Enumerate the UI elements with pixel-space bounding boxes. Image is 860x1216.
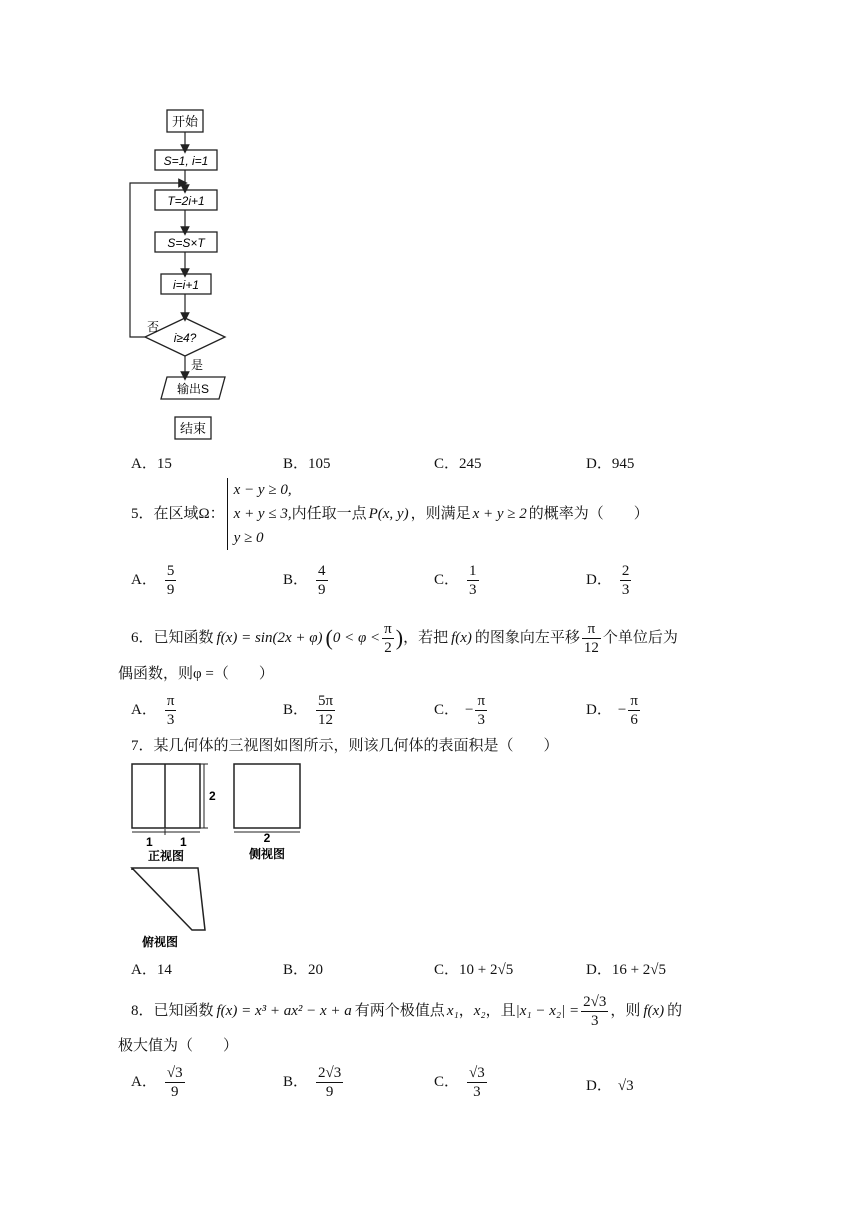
q4-option-d[interactable]: D．945 [586, 456, 635, 472]
q5-stem [131, 476, 649, 552]
q6-fx: f(x) [451, 630, 472, 646]
dim-width-1: 1 [146, 835, 153, 849]
q5-mid: 内任取一点 [291, 506, 367, 522]
q8-stem: 8．已知函数 f(x) = x³ + ax² − x + a 有两个极值点 x₁ ， x₂ ，且 |x₁ − x₂| = $\frac{2√3}{3}$ ，则 f(x) 的 [131, 993, 683, 1029]
q5-sys-2: x + y ≤ 3, [233, 506, 292, 522]
q8-x1: x₁ [446, 1003, 459, 1019]
q8-line2: 极大值为（ ） [118, 1038, 239, 1054]
q6-option-a[interactable]: A． $\frac{\pi}{3}$ [131, 693, 175, 728]
q6-range: 0 < φ < [332, 630, 381, 646]
dim-height: 2 [209, 789, 216, 803]
side-view-label: 侧视图 [248, 847, 286, 861]
flow-start: 开始 [171, 114, 199, 129]
q5-tail2: 的概率为（ ） [528, 506, 649, 522]
q8-p3: ，且 [485, 1003, 516, 1019]
q8-p4: ，则 [610, 1003, 641, 1019]
q6-func: f(x) = sin(2x + φ) [216, 630, 323, 646]
q5-prefix: 5．在区域Ω： [131, 506, 225, 522]
q7-option-a[interactable]: A．14 [131, 962, 172, 978]
q5-sys-3: y ≥ 0 [233, 530, 264, 546]
top-view-label: 俯视图 [141, 935, 179, 949]
flow-t: T=2i+1 [167, 194, 205, 208]
q6-stem: 6．已知函数 f(x) = sin(2x + φ) ( 0 < φ < $\frac{\pi}{2}$ ) ，若把 f(x) 的图象向左平移 $\frac{\pi}{12}$ 个单位后为 [131, 620, 678, 656]
q8-x2: x₂ [473, 1003, 486, 1019]
q8-option-a[interactable]: A． $\frac{√3}{9}$ [131, 1065, 183, 1100]
flow-no: 否 [147, 320, 160, 334]
q7-option-d[interactable]: D．16 + 2√5 [586, 962, 667, 978]
top-view-shape [132, 868, 205, 930]
flow-s: S=S×T [167, 236, 205, 250]
q8-p5: 的 [667, 1003, 683, 1019]
q6-line2: 偶函数，则φ =（ ） [118, 666, 274, 682]
q7-stem: 7．某几何体的三视图如图所示，则该几何体的表面积是（ ） [131, 738, 559, 754]
dim-width-2: 1 [180, 835, 187, 849]
q4-option-c[interactable]: C．245 [434, 456, 482, 472]
q6-p1: 6．已知函数 [131, 630, 214, 646]
flow-inc: i=i+1 [172, 278, 200, 292]
q5-option-a[interactable]: A． $\frac{5}{9}$ [131, 563, 175, 598]
q6-option-c[interactable]: C． − $\frac{\pi}{3}$ [434, 693, 486, 728]
q6-p2: ，若把 [403, 630, 449, 646]
three-view-figure [128, 760, 308, 952]
q8-func: f(x) = x³ + ax² − x + a [216, 1003, 352, 1019]
q8-option-c[interactable]: C． $\frac{√3}{3}$ [434, 1065, 485, 1100]
front-view-rect [132, 764, 200, 828]
q5-option-c[interactable]: C． $\frac{1}{3}$ [434, 563, 477, 598]
flowchart [125, 105, 235, 450]
q5-cond: x + y ≥ 2 [472, 506, 527, 522]
q7-option-b[interactable]: B．20 [283, 962, 324, 978]
q5-option-b[interactable]: B． $\frac{4}{9}$ [283, 563, 326, 598]
q8-option-d[interactable]: D． √3 [586, 1078, 634, 1094]
q4-option-b[interactable]: B．105 [283, 456, 331, 472]
q5-sys-1: x − y ≥ 0, [233, 482, 292, 498]
q5-system [227, 478, 292, 550]
dim-side: 2 [263, 831, 271, 845]
flow-init: S=1, i=1 [163, 154, 209, 168]
q8-p2: 有两个极值点 [354, 1003, 445, 1019]
q6-p4: 个单位后为 [602, 630, 678, 646]
flow-end: 结束 [179, 421, 207, 436]
q6-p3: 的图象向左平移 [474, 630, 580, 646]
q8-option-b[interactable]: B． $\frac{2√3}{9}$ [283, 1065, 342, 1100]
q6-option-d[interactable]: D． − $\frac{\pi}{6}$ [586, 693, 638, 728]
flow-out: 输出S [176, 382, 210, 396]
q5-point: P(x, y) [368, 506, 409, 522]
q8-p1: 8．已知函数 [131, 1003, 214, 1019]
front-view-label: 正视图 [147, 849, 185, 863]
flow-cond: i≥4? [173, 331, 197, 345]
q4-option-a[interactable]: A．15 [131, 456, 172, 472]
q7-option-c[interactable]: C．10 + 2√5 [434, 962, 514, 978]
q5-tail1: ，则满足 [410, 506, 471, 522]
q8-abs: |x₁ − x₂| = [515, 1003, 580, 1019]
q6-option-b[interactable]: B． $\frac{5\pi}{12}$ [283, 693, 334, 728]
q5-option-d[interactable]: D． $\frac{2}{3}$ [586, 563, 630, 598]
q8-fx: f(x) [643, 1003, 665, 1019]
flow-yes: 是 [191, 358, 204, 372]
side-view-rect [234, 764, 300, 828]
